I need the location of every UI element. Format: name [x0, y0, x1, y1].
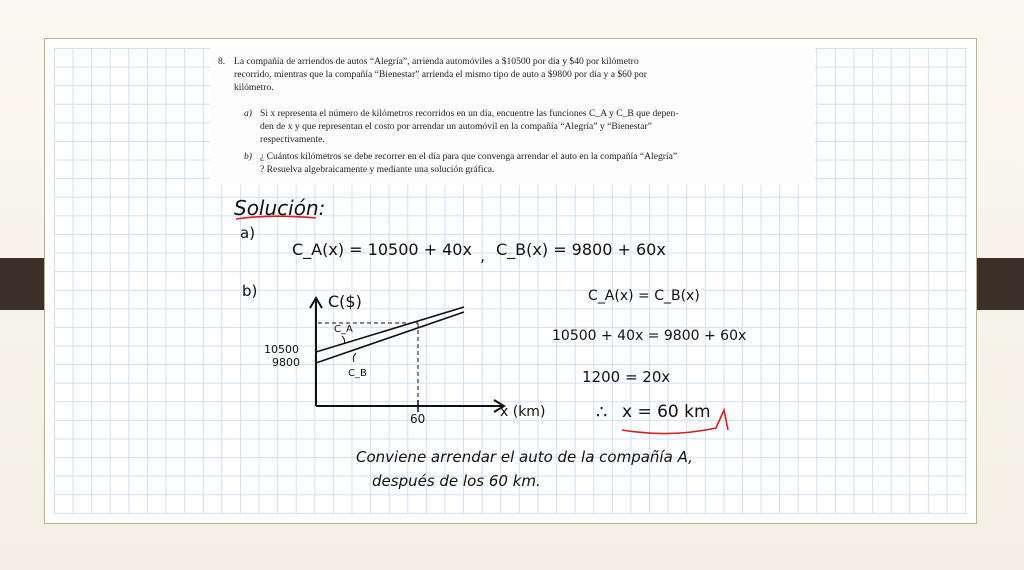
ca-function: C_A(x) = 10500 + 40x: [292, 240, 472, 259]
graph-x-tick-60: 60: [410, 412, 426, 426]
problem-intro-line-1: La compañía de arriendos de autos “Alegría”, arrienda automóviles a $10500 por día y $40 por kilómetro: [234, 56, 639, 67]
ca-pointer: [342, 336, 345, 344]
cb-pointer: [353, 353, 356, 362]
final-result: x = 60 km: [622, 402, 711, 422]
part-a-line-1: Si x representa el número de kilómetros recorridos en un día, encuentre las funciones C_A y C_B que depen-: [260, 108, 679, 119]
function-separator: ,: [480, 246, 486, 265]
graph-line-cb: [316, 312, 464, 363]
graph-line-ca: [316, 307, 464, 352]
graph-x-axis-label: x (km): [500, 404, 546, 420]
graph-line-label-cb: C_B: [348, 368, 367, 379]
problem-intro-line-3: kilómetro.: [234, 82, 274, 93]
equation-expanded: 10500 + 40x = 9800 + 60x: [552, 328, 747, 344]
part-a-line-3: respectivamente.: [260, 134, 325, 145]
part-b-line-2: ? Resuelva algebraicamente y mediante una solución gráfica.: [260, 164, 495, 175]
equation-equal-costs: C_A(x) = C_B(x): [588, 288, 700, 304]
graph-y-tick-10500: 10500: [264, 343, 299, 356]
result-underline: [622, 410, 728, 434]
problem-intro-line-2: recorrido, mientras que la compañía “Bienestar” arrienda el mismo tipo de auto a $9800 por día y a $60 por: [234, 69, 647, 80]
problem-number: 8.: [218, 56, 226, 67]
part-a-label: a): [244, 108, 252, 119]
graph-line-label-ca: C_A: [334, 324, 353, 335]
therefore-symbol: ∴: [596, 402, 608, 423]
equation-simplified: 1200 = 20x: [582, 368, 671, 386]
part-b-line-1: ¿ Cuántos kilómetros se debe recorrer en el día para que convenga arrendar el auto en la compañía “Alegría”: [260, 151, 678, 162]
solution-heading: Solución:: [234, 196, 326, 220]
conclusion-line-1: Conviene arrendar el auto de la compañía A,: [356, 448, 693, 466]
part-b-label: b): [244, 151, 252, 162]
solution-part-a-label: a): [240, 224, 256, 242]
part-a-line-2: den de x y que representan el costo por arrendar un automóvil en la compañía “Alegría” y “Bienestar”: [260, 121, 652, 132]
graph-y-axis-label: C($): [328, 292, 362, 311]
graph-y-tick-9800: 9800: [272, 356, 300, 369]
cb-function: C_B(x) = 9800 + 60x: [496, 240, 666, 259]
solution-part-b-label: b): [242, 282, 258, 300]
conclusion-line-2: después de los 60 km.: [372, 472, 541, 490]
heading-underline: [236, 216, 316, 219]
